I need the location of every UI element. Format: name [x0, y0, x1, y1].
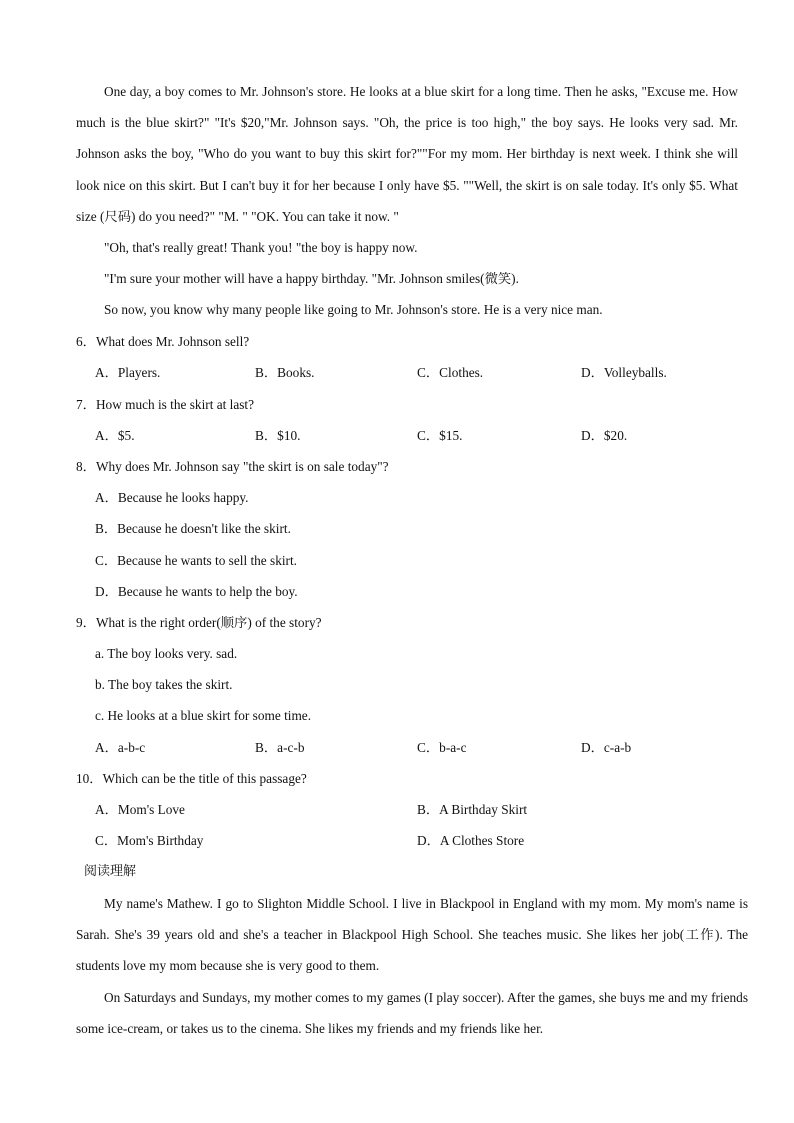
option-a[interactable]: A．$5.: [95, 428, 135, 443]
passage-paragraph: My name's Mathew. I go to Slighton Middle School. I live in Blackpool in England with my mom. My mom's name is Sarah. She's 39 years old and she's a teacher in Blackpool High School. She teaches music. She likes her job(工作). The students love my mom because she is very good to them.: [76, 896, 748, 974]
option-c[interactable]: C．Clothes.: [417, 365, 484, 380]
order-item-c: c. He looks at a blue skirt for some time.: [95, 708, 312, 723]
order-item-a: a. The boy looks very. sad.: [95, 646, 238, 661]
question-9-stem: 9．What is the right order(顺序) of the story?: [76, 615, 322, 630]
option-d[interactable]: D．A Clothes Store: [417, 833, 525, 848]
option-a[interactable]: A．Because he looks happy.: [95, 490, 249, 505]
question-6-options: [95, 357, 735, 388]
order-item-b: b. The boy takes the skirt.: [95, 677, 233, 692]
option-d[interactable]: D．Because he wants to help the boy.: [95, 584, 298, 599]
option-c[interactable]: C．b-a-c: [417, 740, 467, 755]
passage-paragraph: So now, you know why many people like going to Mr. Johnson's store. He is a very nice man.: [104, 302, 603, 318]
reading-passage-2: [76, 888, 748, 1044]
option-d[interactable]: D．c-a-b: [581, 740, 632, 755]
option-a[interactable]: A．Mom's Love: [95, 802, 185, 817]
option-a[interactable]: A．a-b-c: [95, 740, 146, 755]
section-title: 阅读理解: [84, 864, 137, 879]
question-6-stem: 6．What does Mr. Johnson sell?: [76, 334, 250, 349]
reading-passage-1: [76, 76, 738, 326]
question-10-options-row2: [95, 825, 735, 856]
option-b[interactable]: B．Books.: [255, 365, 315, 380]
passage-paragraph: "Oh, that's really great! Thank you! "the boy is happy now.: [104, 240, 418, 256]
option-c[interactable]: C．$15.: [417, 428, 463, 443]
option-c[interactable]: C．Because he wants to sell the skirt.: [95, 553, 297, 568]
question-7-stem: 7．How much is the skirt at last?: [76, 397, 255, 412]
question-8-stem: 8．Why does Mr. Johnson say "the skirt is on sale today"?: [76, 459, 389, 474]
passage-paragraph: On Saturdays and Sundays, my mother comes to my games (I play soccer). After the games, she buys me and my friends some ice-cream, or takes us to the cinema. She likes my friends and my friends like her.: [76, 989, 748, 1036]
question-10-stem: 10．Which can be the title of this passage?: [76, 771, 307, 786]
option-c[interactable]: C．Mom's Birthday: [95, 833, 204, 848]
option-b[interactable]: B．Because he doesn't like the skirt.: [95, 521, 291, 536]
option-b[interactable]: B．$10.: [255, 428, 301, 443]
question-7-options: [95, 420, 735, 451]
option-d[interactable]: D．Volleyballs.: [581, 365, 667, 380]
option-b[interactable]: B．A Birthday Skirt: [417, 802, 528, 817]
question-9-options: [95, 732, 735, 763]
option-a[interactable]: A．Players.: [95, 365, 161, 380]
passage-paragraph: "I'm sure your mother will have a happy birthday. "Mr. Johnson smiles(微笑).: [104, 271, 519, 287]
option-b[interactable]: B．a-c-b: [255, 740, 305, 755]
option-d[interactable]: D．$20.: [581, 428, 628, 443]
passage-paragraph: One day, a boy comes to Mr. Johnson's store. He looks at a blue skirt for a long time. Then he asks, "Excuse me. How much is the blue skirt?" "It's $20,"Mr. Johnson says. "Oh, the price is too high," the boy says. He looks very sad. Mr. Johnson asks the boy, "Who do you want to buy this skirt for?""For my mom. Her birthday is next week. I think she will look nice on this skirt. But I can't buy it for her because I only have $5. ""Well, the skirt is on sale today. It's only $5. What size (尺码) do you need?" "M. " "OK. You can take it now. ": [76, 84, 738, 224]
question-10-options-row1: [95, 794, 735, 825]
